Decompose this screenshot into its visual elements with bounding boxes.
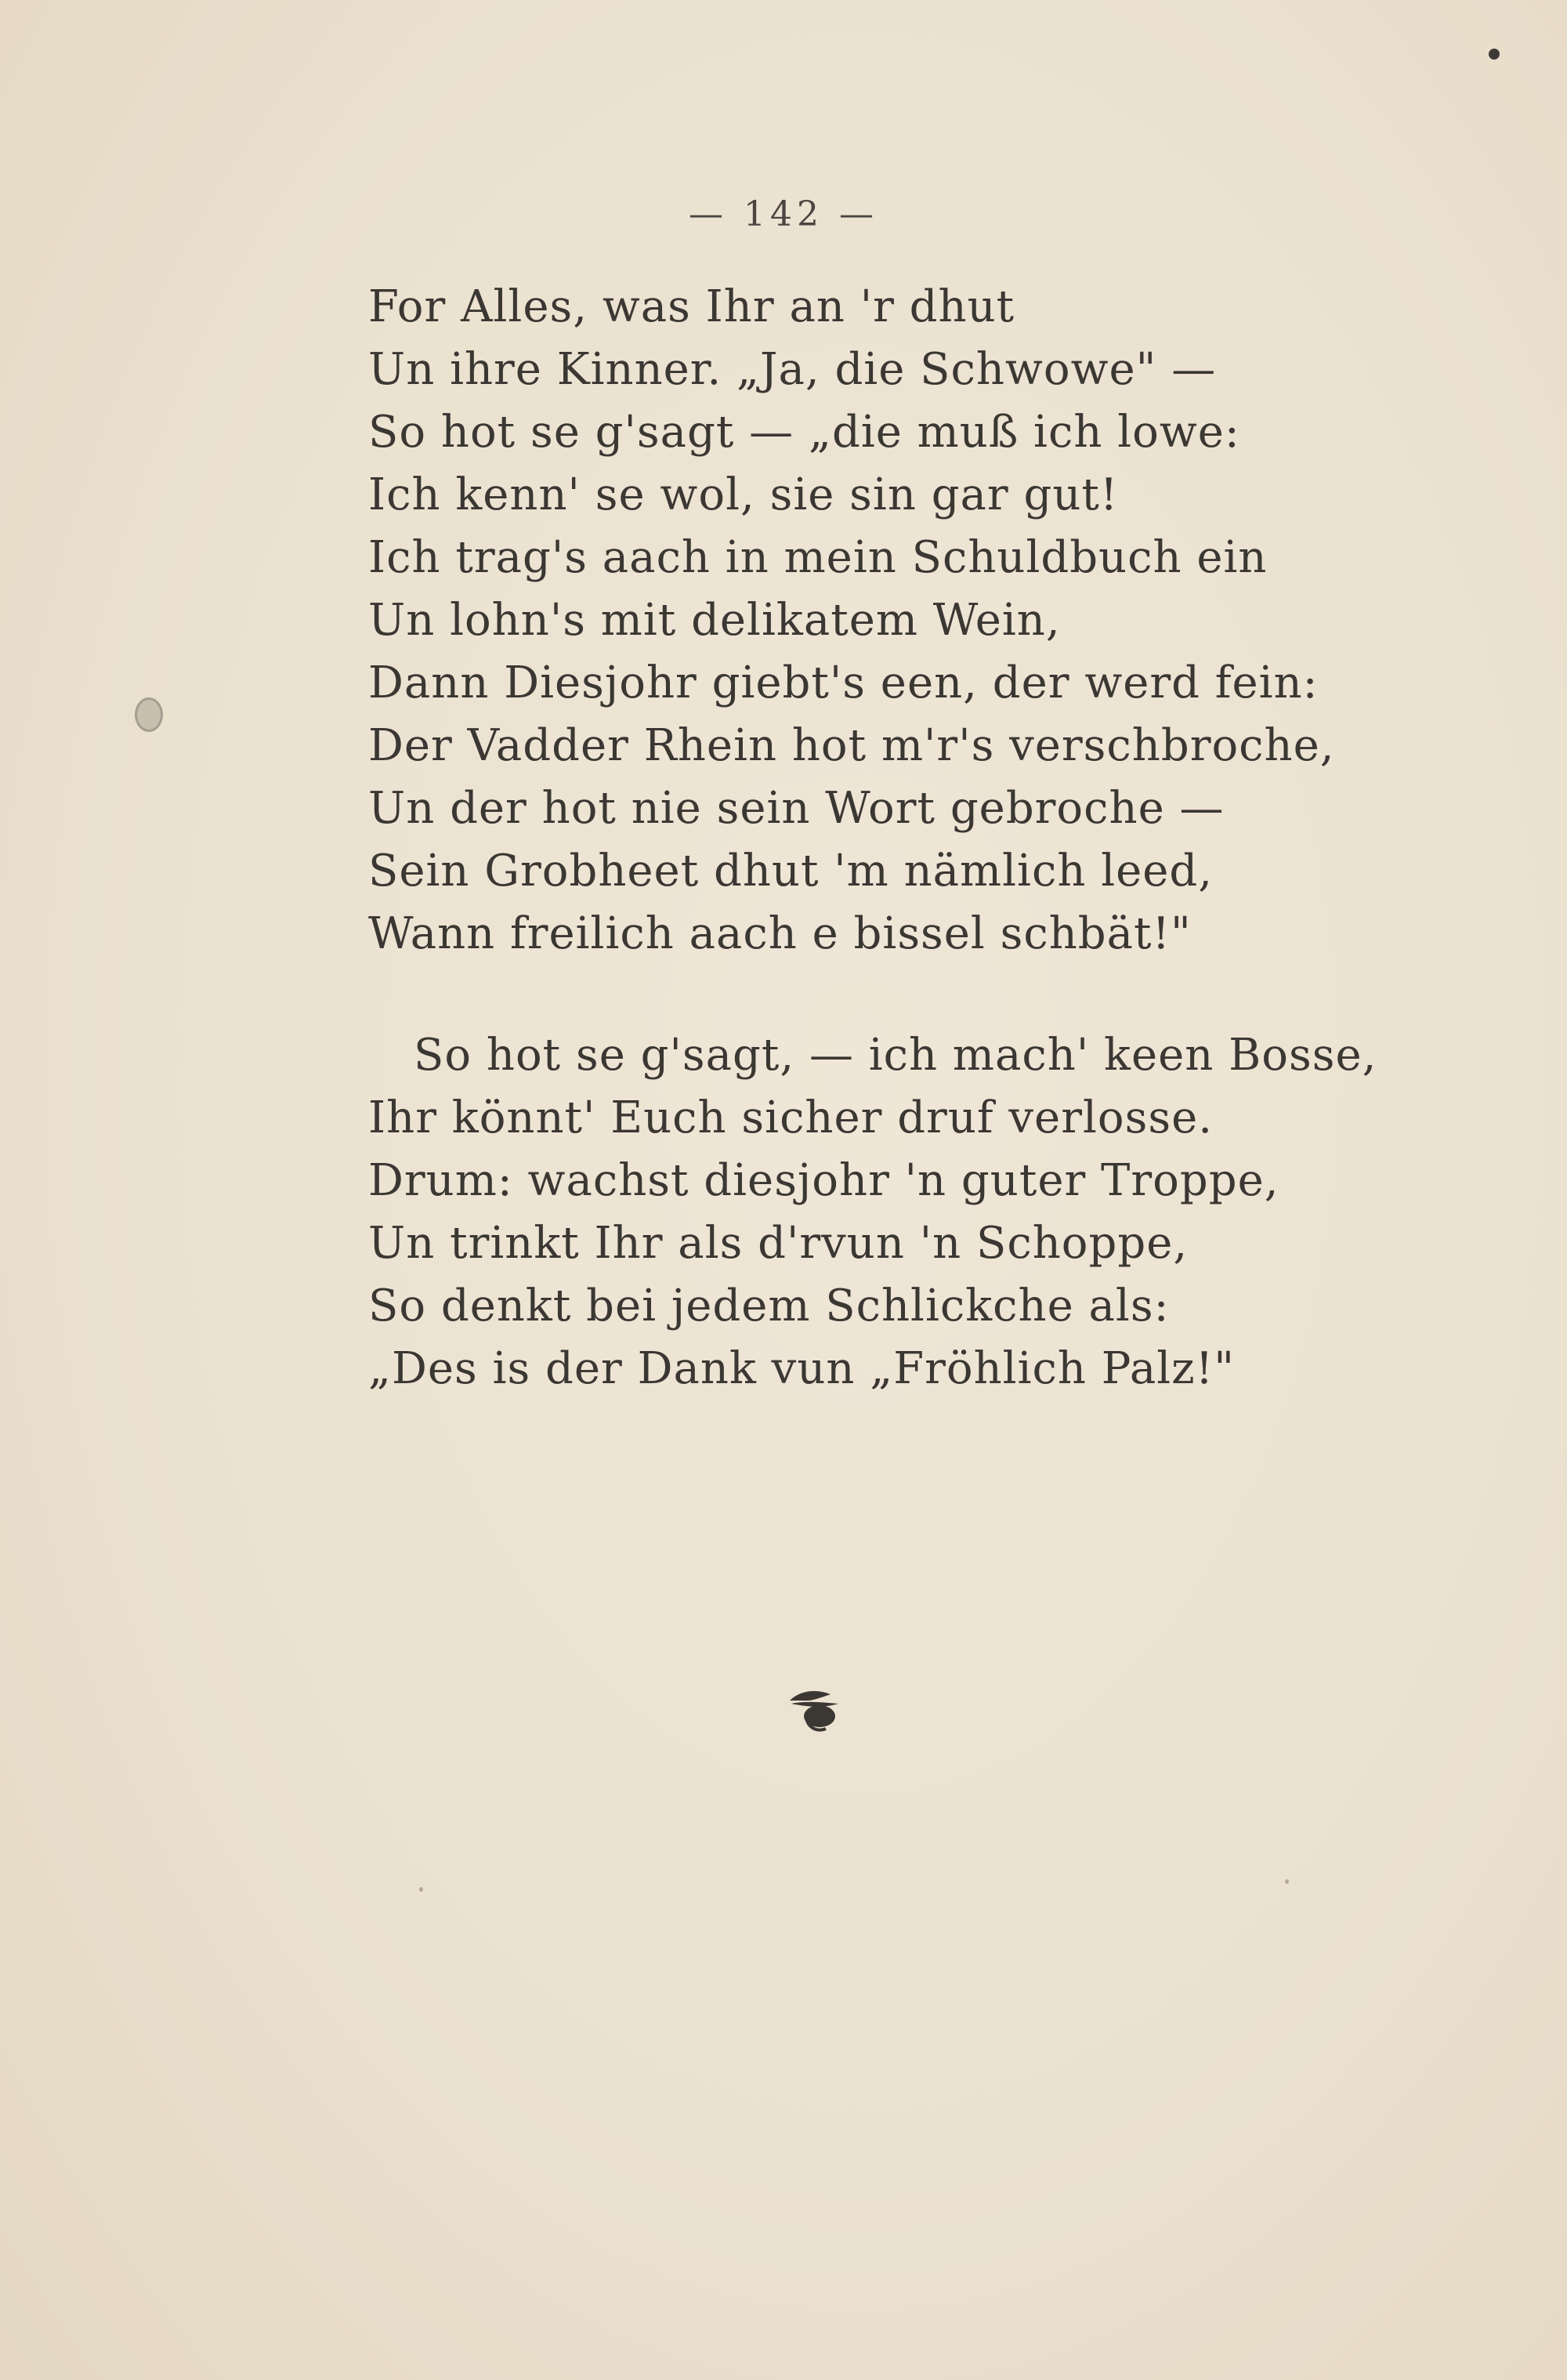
verse-line: Ich trag's aach in mein Schuldbuch ein bbox=[368, 532, 1268, 583]
verse-line: Un trinkt Ihr als d'rvun 'n Schoppe, bbox=[368, 1218, 1189, 1269]
verse-line: Ich kenn' se wol, sie sin gar gut! bbox=[368, 469, 1119, 520]
verse-line: Un lohn's mit delikatem Wein, bbox=[368, 595, 1061, 646]
verse-line: Un ihre Kinner. „Ja, die Schwowe" — bbox=[368, 344, 1217, 395]
verse-line: Der Vadder Rhein hot m'r's verschbroche, bbox=[368, 720, 1335, 771]
verse-line: Ihr könnt' Euch sicher druf verlosse. bbox=[368, 1092, 1214, 1143]
verse-line: For Alles, was Ihr an 'r dhut bbox=[368, 281, 1015, 332]
verse-line: Un der hot nie sein Wort gebroche — bbox=[368, 783, 1225, 834]
verse-line: So hot se g'sagt, — ich mach' keen Bosse, bbox=[414, 1030, 1377, 1081]
stanza-2 bbox=[368, 1024, 1387, 1400]
verse-line: Sein Grobheet dhut 'm nämlich leed, bbox=[368, 846, 1214, 897]
ink-speck bbox=[419, 1887, 423, 1892]
leaf-vignette-icon bbox=[784, 1677, 846, 1740]
verse-line: So hot se g'sagt — „die muß ich lowe: bbox=[368, 407, 1240, 458]
verse-line: Wann freilich aach e bissel schbät!" bbox=[368, 908, 1192, 959]
verse-line: „Des is der Dank vun „Fröhlich Palz!" bbox=[368, 1343, 1235, 1394]
stanza-1 bbox=[368, 276, 1387, 965]
ink-speck bbox=[1489, 49, 1500, 60]
verse-line: So denkt bei jedem Schlickche als: bbox=[368, 1281, 1170, 1331]
paper-blemish bbox=[135, 697, 163, 732]
verse-line: Dann Diesjohr giebt's een, der werd fein: bbox=[368, 657, 1319, 708]
page-number: — 142 — bbox=[689, 194, 878, 234]
ink-speck bbox=[1285, 1879, 1289, 1884]
verse-line: Drum: wachst diesjohr 'n guter Troppe, bbox=[368, 1155, 1279, 1206]
